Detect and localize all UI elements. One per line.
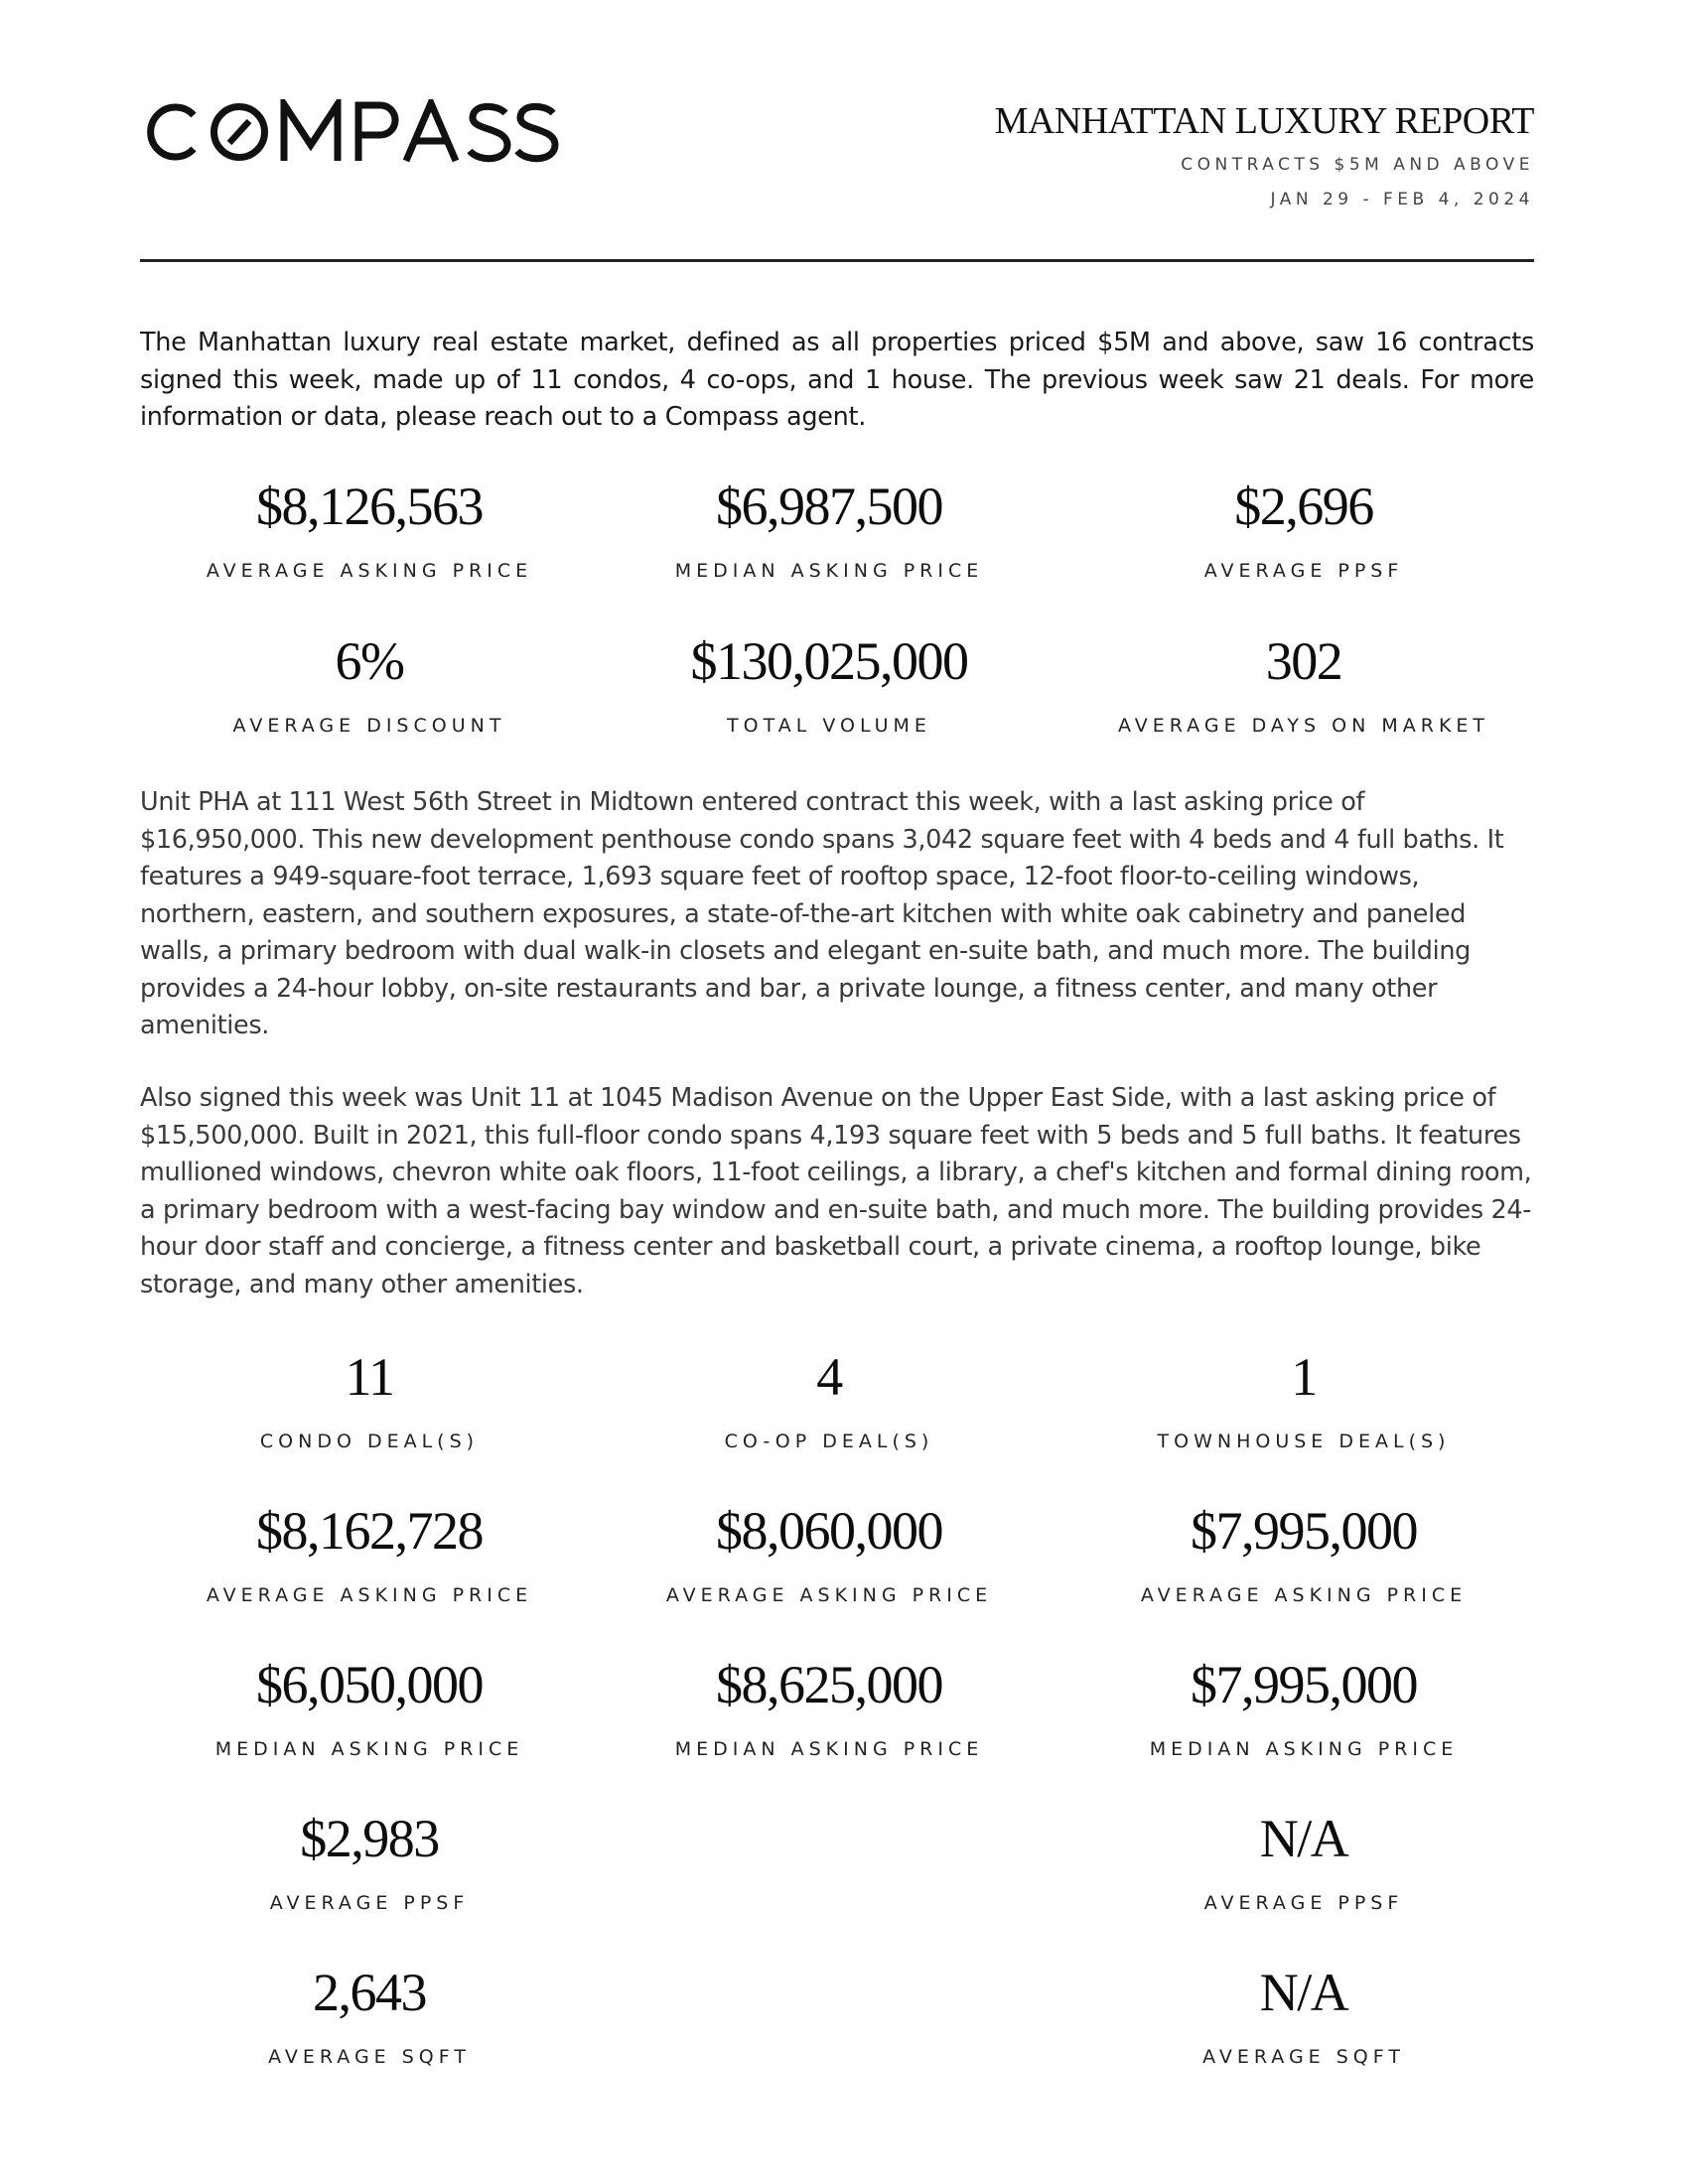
townhouse-average-sqft — [1065, 1961, 1542, 2068]
coop-average-asking-price — [591, 1499, 1067, 1606]
stat-label: AVERAGE PPSF — [269, 1892, 470, 1914]
stat-median-asking-price — [591, 475, 1067, 582]
stat-value: 2,643 — [313, 1963, 426, 2022]
report-subtitle: CONTRACTS $5M AND ABOVE — [1181, 155, 1534, 175]
stat-label: AVERAGE ASKING PRICE — [206, 560, 533, 582]
stat-total-volume — [591, 629, 1067, 737]
stat-value: $8,162,728 — [256, 1501, 483, 1561]
stat-label: CONDO DEAL(S) — [259, 1431, 480, 1452]
condo-average-ppsf — [131, 1807, 608, 1914]
highlight-paragraph-2: Also signed this week was Unit 11 at 1045 Madison Avenue on the Upper East Side, with a last asking price of $15,500,000. Built in 2021, this full-floor condo spans 4,193 square feet with 5 beds and 5 full baths. It features mullioned windows, chevron white oak floors, 11-foot ceilings, a library, a chef's kitchen and formal dining room, a primary bedroom with a west-facing bay window and en-suite bath, and much more. The building provides 24-hour door staff and concierge, a fitness center and basketball court, a private cinema, a rooftop lounge, bike storage, and many other amenities. — [140, 1083, 1532, 1299]
stat-value: $7,995,000 — [1191, 1655, 1417, 1714]
stat-label: AVERAGE PPSF — [1203, 1892, 1404, 1914]
stat-value: $7,995,000 — [1191, 1501, 1417, 1561]
stat-average-asking-price — [131, 475, 608, 582]
stat-label: AVERAGE SQFT — [268, 2046, 471, 2068]
stat-value: $8,625,000 — [716, 1655, 942, 1714]
stat-label: AVERAGE ASKING PRICE — [1140, 1584, 1468, 1606]
intro-paragraph: The Manhattan luxury real estate market, defined as all properties priced $5M and above, saw 16 contracts signed this week, made up of 11 condos, 4 co-ops, and 1 house. The previous week saw 21 deals. For more information or data, please reach out to a Compass agent. — [140, 328, 1534, 432]
stat-label: CO-OP DEAL(S) — [724, 1431, 934, 1452]
condo-average-asking-price — [131, 1499, 608, 1606]
stat-value: $8,060,000 — [716, 1501, 942, 1561]
stat-value: $2,696 — [1234, 477, 1373, 536]
stat-value: 6% — [335, 631, 404, 691]
townhouse-average-asking-price — [1065, 1499, 1542, 1606]
stat-value: N/A — [1259, 1963, 1348, 2022]
stat-value: 4 — [816, 1347, 842, 1407]
townhouse-deals — [1065, 1345, 1542, 1452]
condo-deals — [131, 1345, 608, 1452]
condo-median-asking-price — [131, 1653, 608, 1760]
stat-value: 11 — [345, 1347, 394, 1407]
stat-label: MEDIAN ASKING PRICE — [674, 560, 984, 582]
coop-median-asking-price — [591, 1653, 1067, 1760]
stat-label: AVERAGE PPSF — [1203, 560, 1404, 582]
highlight-paragraph-1: Unit PHA at 111 West 56th Street in Midtown entered contract this week, with a last asking price of $16,950,000. This new development penthouse condo spans 3,042 square feet with 4 beds and 4 full baths. It features a 949-square-foot terrace, 1,693 square feet of rooftop space, 12-foot floor-to-ceiling windows, northern, eastern, and southern exposures, a state-of-the-art kitchen with white oak cabinetry and paneled walls, a primary bedroom with dual walk-in closets and elegant en-suite bath, and much more. The building provides a 24-hour lobby, on-site restaurants and bar, a private lounge, a fitness center, and many other amenities. — [140, 787, 1504, 1040]
coop-deals — [591, 1345, 1067, 1452]
stat-value: $2,983 — [300, 1809, 439, 1868]
condo-average-sqft — [131, 1961, 608, 2068]
stat-label: AVERAGE SQFT — [1202, 2046, 1405, 2068]
stat-label: MEDIAN ASKING PRICE — [214, 1738, 524, 1760]
stat-value: 1 — [1291, 1347, 1317, 1407]
stat-average-discount — [131, 629, 608, 737]
stat-value: $6,987,500 — [716, 477, 942, 536]
stat-label: MEDIAN ASKING PRICE — [1149, 1738, 1459, 1760]
stat-value: $8,126,563 — [256, 477, 483, 536]
report-date-range: JAN 29 - FEB 4, 2024 — [1270, 190, 1534, 209]
stat-value: N/A — [1259, 1809, 1348, 1868]
header-divider — [140, 259, 1534, 262]
townhouse-median-asking-price — [1065, 1653, 1542, 1760]
stat-label: AVERAGE DISCOUNT — [232, 715, 506, 737]
stat-value: $6,050,000 — [256, 1655, 483, 1714]
stat-label: AVERAGE ASKING PRICE — [206, 1584, 533, 1606]
compass-logo-icon — [142, 99, 559, 165]
compass-logo — [142, 99, 559, 165]
stat-label: TOWNHOUSE DEAL(S) — [1157, 1431, 1451, 1452]
townhouse-average-ppsf — [1065, 1807, 1542, 1914]
stat-average-ppsf — [1065, 475, 1542, 582]
stat-value: 302 — [1265, 631, 1342, 691]
stat-label: MEDIAN ASKING PRICE — [674, 1738, 984, 1760]
stat-label: AVERAGE DAYS ON MARKET — [1117, 715, 1490, 737]
stat-label: TOTAL VOLUME — [727, 715, 931, 737]
report-title: MANHATTAN LUXURY REPORT — [994, 100, 1534, 142]
stat-average-days-on-market — [1065, 629, 1542, 737]
stat-label: AVERAGE ASKING PRICE — [665, 1584, 993, 1606]
stat-value: $130,025,000 — [690, 631, 968, 691]
